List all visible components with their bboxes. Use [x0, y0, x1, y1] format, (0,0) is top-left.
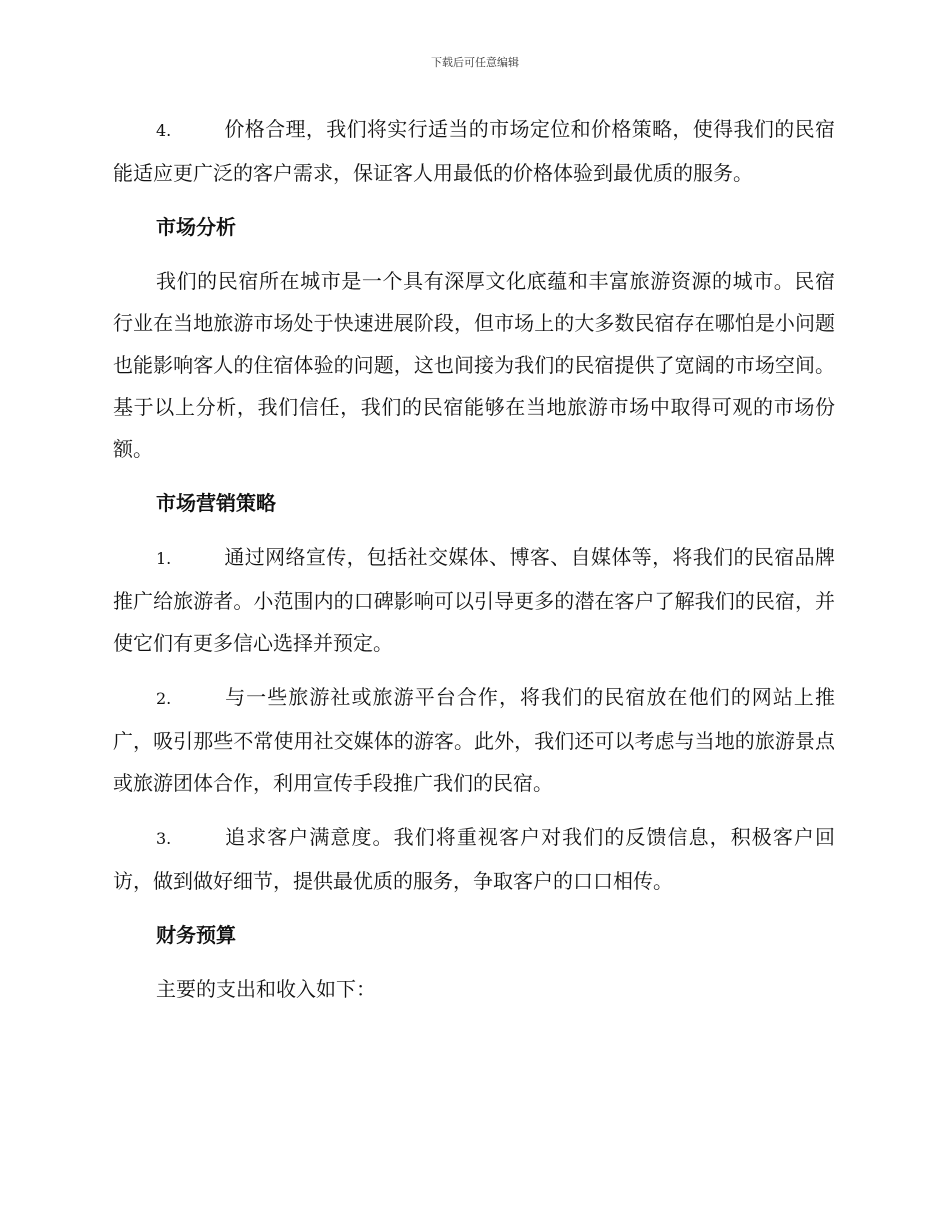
section-heading-marketing-strategy: 市场营销策略: [156, 491, 276, 515]
list-item-4: [113, 108, 835, 194]
list-text: 价格合理，我们将实行适当的市场定位和价格策略，使得我们的民宿能适应更广泛的客户需求，保证客人用最低的价格体验到最优质的服务。: [113, 117, 835, 185]
list-number: 4.: [156, 121, 172, 140]
section-heading-financial-budget: 财务预算: [156, 923, 236, 947]
document-body: [113, 108, 835, 1010]
list-text: 追求客户满意度。我们将重视客户对我们的反馈信息，积极客户回访，做到做好细节，提供最优质的服务，争取客户的口口相传。: [113, 825, 835, 893]
page-header: 下载后可任意编辑: [431, 56, 519, 69]
list-number: 2.: [156, 689, 172, 708]
list-number: 3.: [156, 829, 172, 848]
list-number: 1.: [156, 549, 172, 568]
budget-intro-paragraph: 主要的支出和收入如下：: [156, 977, 376, 1001]
list-item-2: [113, 676, 835, 804]
list-text: 与一些旅游社或旅游平台合作，将我们的民宿放在他们的网站上推广，吸引那些不常使用社交媒体的游客。此外，我们还可以考虑与当地的旅游景点或旅游团体合作，利用宣传手段推广我们的民宿。: [113, 685, 835, 795]
market-analysis-paragraph: 我们的民宿所在城市是一个具有深厚文化底蕴和丰富旅游资源的城市。民宿行业在当地旅游市场处于快速进展阶段，但市场上的大多数民宿存在哪怕是小问题也能影响客人的住宿体验的问题，这也间接为我们的民宿提供了宽阔的市场空间。基于以上分析，我们信任，我们的民宿能够在当地旅游市场中取得可观的市场份额。: [113, 269, 835, 461]
list-item-3: [113, 816, 835, 902]
list-text: 通过网络宣传，包括社交媒体、博客、自媒体等，将我们的民宿品牌推广给旅游者。小范围内的口碑影响可以引导更多的潜在客户了解我们的民宿，并使它们有更多信心选择并预定。: [113, 545, 835, 655]
section-heading-market-analysis: 市场分析: [156, 215, 236, 239]
list-item-1: [113, 536, 835, 664]
